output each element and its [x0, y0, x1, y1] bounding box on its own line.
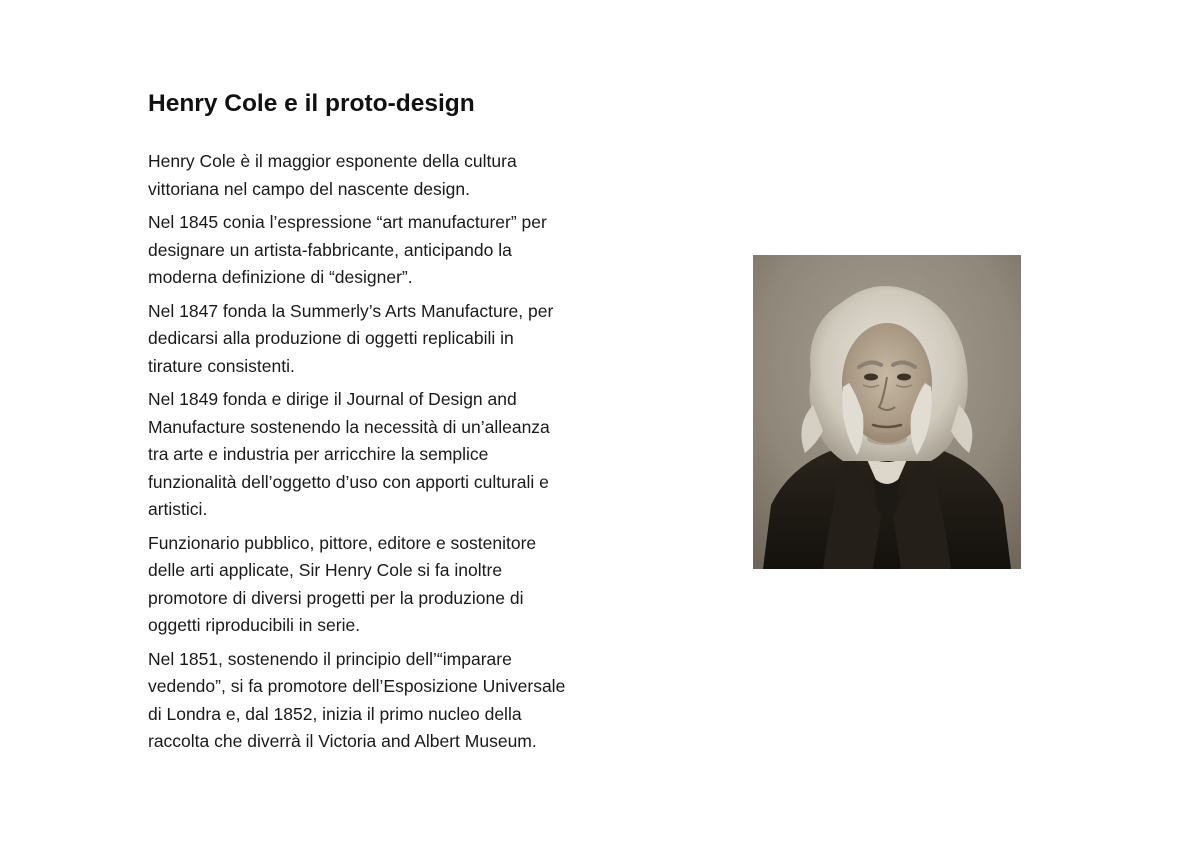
text-line: Nel 1851, sostenendo il principio dell’“imparare	[148, 648, 512, 669]
body-text	[148, 148, 648, 762]
paragraph	[148, 209, 648, 292]
text-line: funzionalità dell’oggetto d’uso con apporti culturali e	[148, 471, 549, 492]
paragraph	[148, 298, 648, 381]
text-line: oggetti riproducibili in serie.	[148, 615, 361, 635]
text-line: moderna definizione di “designer”.	[148, 267, 413, 287]
text-line: Henry Cole è il maggior esponente della cultura	[148, 151, 517, 171]
text-line: Manufacture sostenendo la necessità di un’alleanza	[148, 416, 550, 437]
text-line: artistici.	[148, 499, 208, 519]
portrait-photo	[753, 255, 1021, 569]
text-line: designare un artista-fabbricante, anticipando la	[148, 239, 512, 260]
text-line: tra arte e industria per arricchire la semplice	[148, 444, 489, 464]
paragraph	[148, 530, 648, 640]
text-line: vittoriana nel campo del nascente design.	[148, 178, 471, 199]
text-line: Nel 1847 fonda la Summerly’s Arts Manufacture, per	[148, 300, 554, 321]
text-line: dedicarsi alla produzione di oggetti replicabili in	[148, 328, 514, 348]
text-line: delle arti applicate, Sir Henry Cole si fa inoltre	[148, 560, 503, 580]
paragraph	[148, 148, 648, 203]
paragraph	[148, 386, 648, 524]
text-line: raccolta che diverrà il Victoria and Albert Museum.	[148, 731, 537, 751]
paragraph	[148, 646, 648, 756]
text-line: vedendo”, si fa promotore dell’Esposizione Universale	[148, 676, 566, 696]
text-line: Funzionario pubblico, pittore, editore e sostenitore	[148, 532, 537, 553]
henry-cole-portrait	[753, 255, 1021, 569]
text-line: di Londra e, dal 1852, inizia il primo nucleo della	[148, 703, 522, 724]
slide-title: Henry Cole e il proto-design	[148, 90, 475, 117]
text-line: tirature consistenti.	[148, 355, 295, 376]
text-line: Nel 1845 conia l’espressione “art manufacturer” per	[148, 212, 547, 232]
text-line: Nel 1849 fonda e dirige il Journal of Design and	[148, 389, 517, 409]
text-line: promotore di diversi progetti per la produzione di	[148, 587, 524, 608]
